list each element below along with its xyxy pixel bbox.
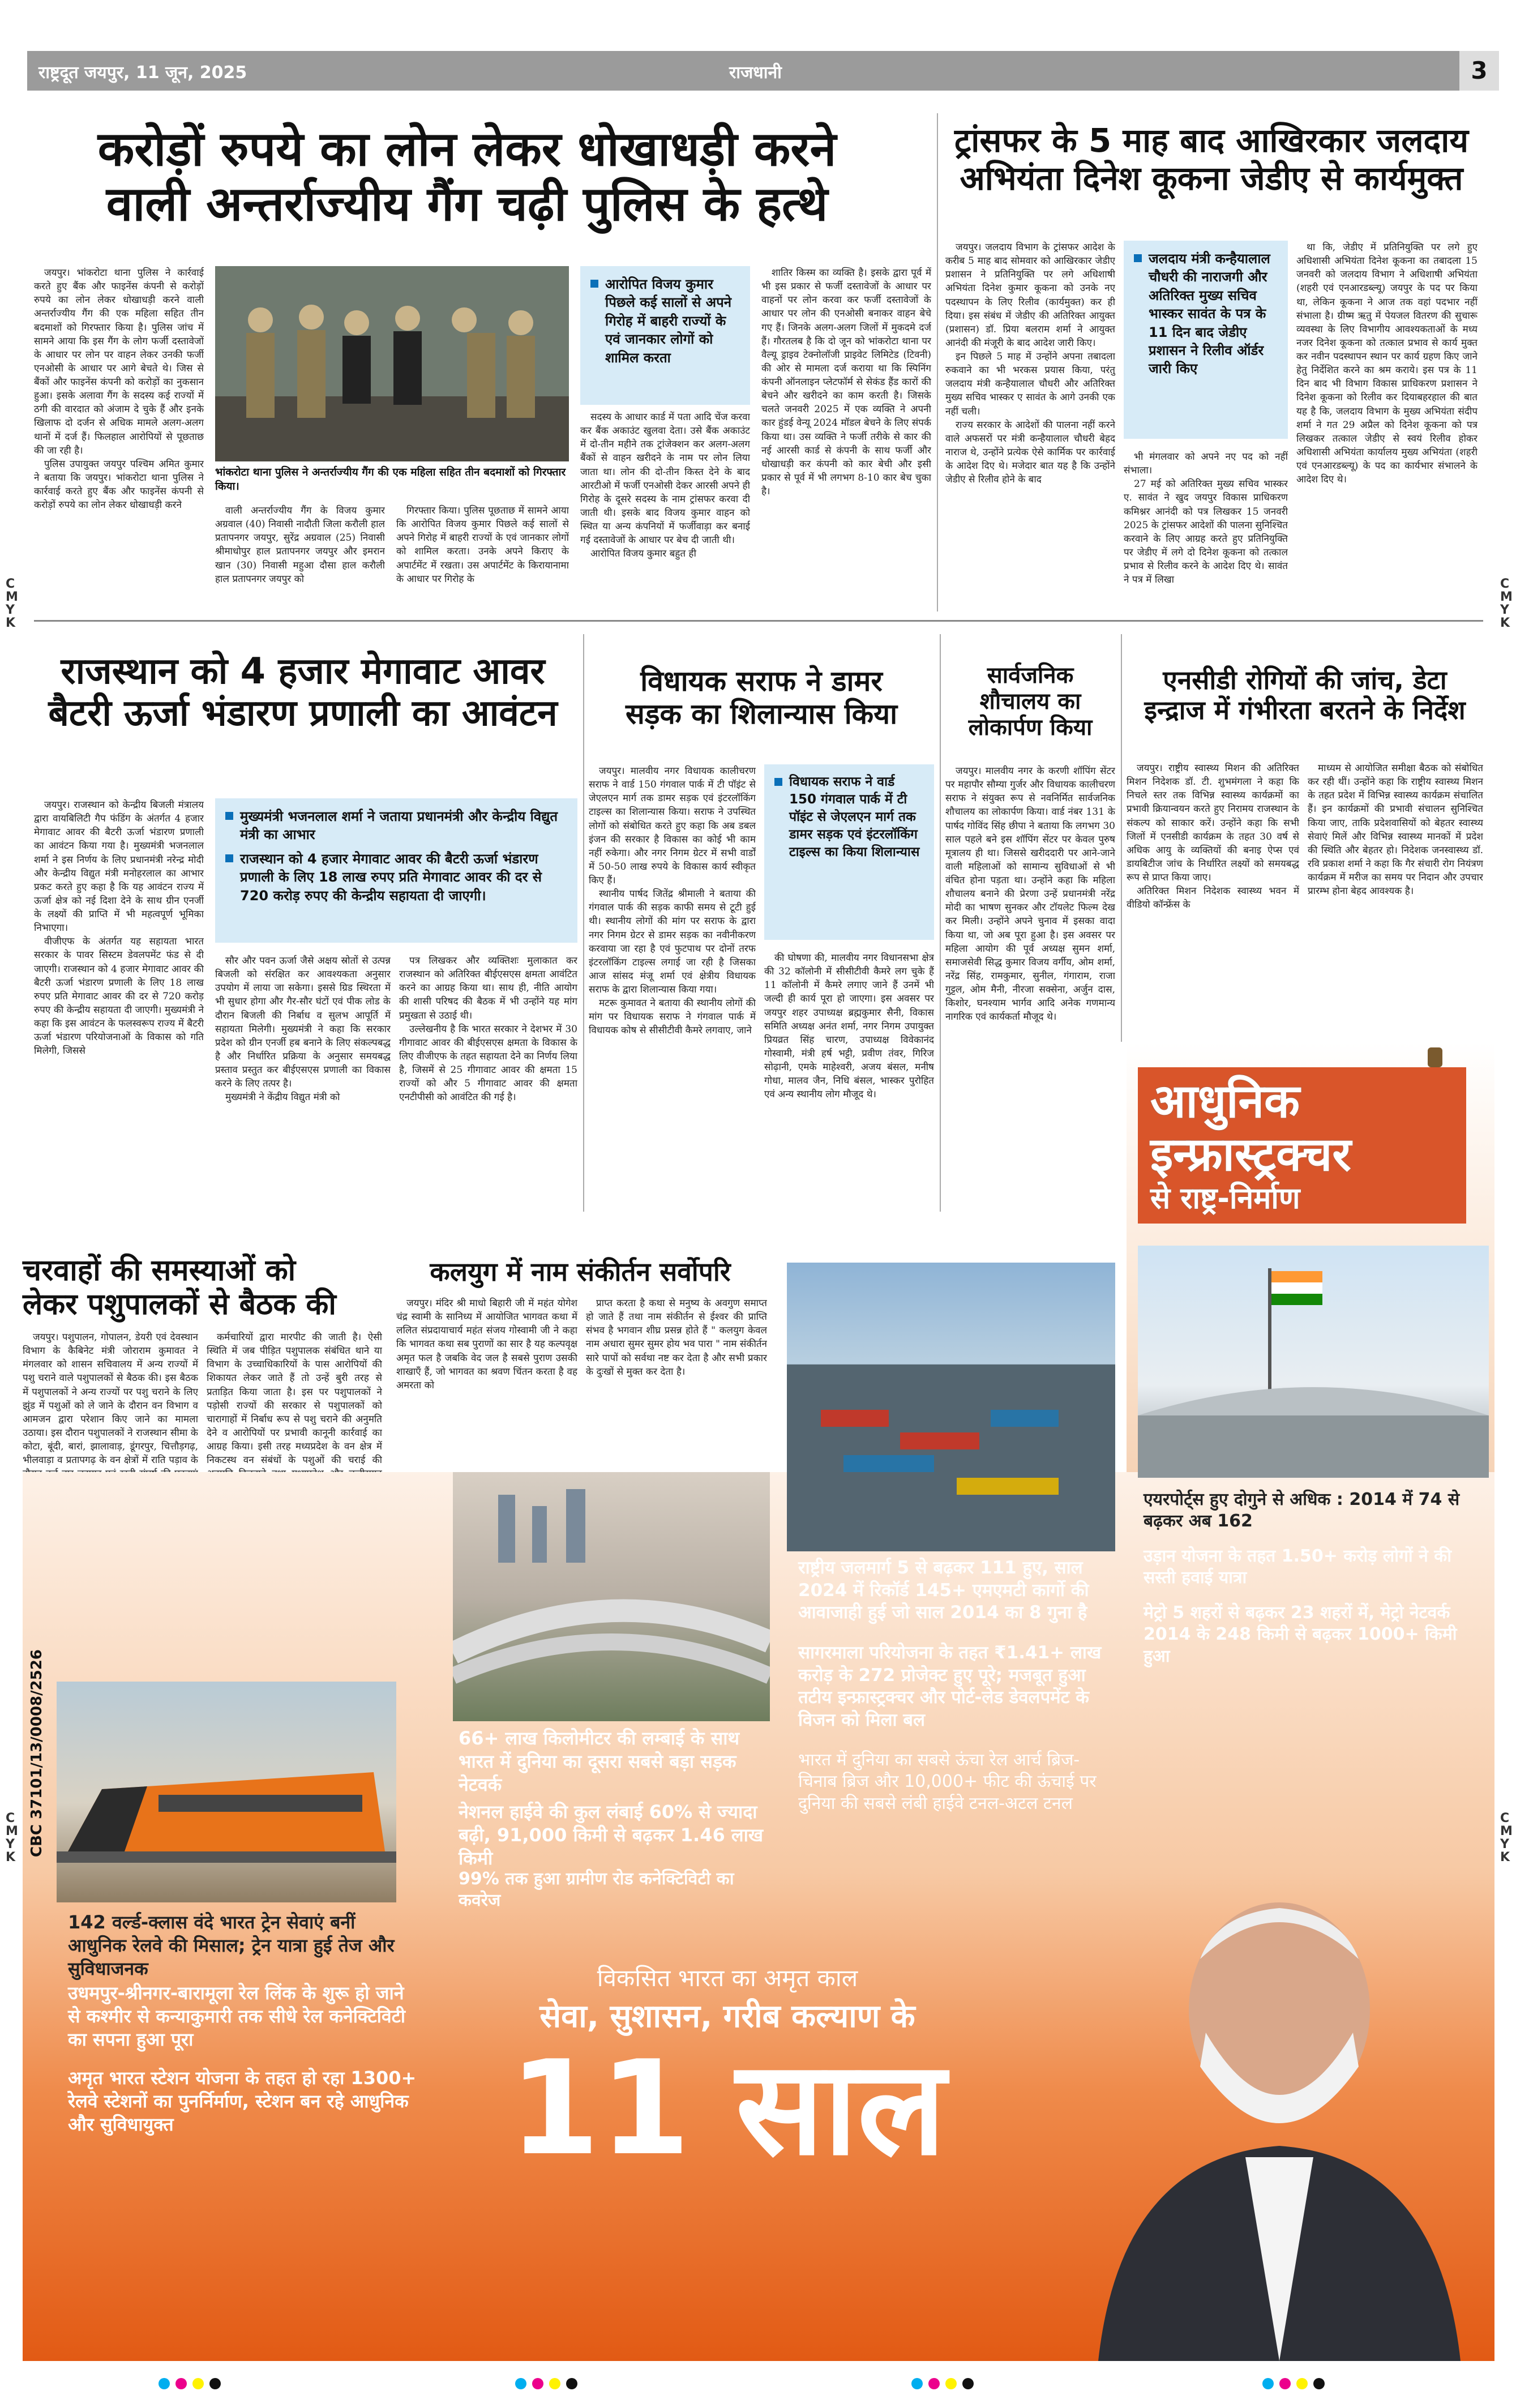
story2-highlight-box: [1124, 241, 1288, 439]
story6-col2: [1308, 762, 1483, 1033]
story5-headline-line3: लोकार्पण किया: [968, 715, 1093, 741]
ad-tagline1: विकसित भारत का अमृत काल: [597, 1964, 858, 1992]
story8-col1-p: जयपुर। मंदिर श्री माधो बिहारी जी में महंत योगेश चंद्र स्वामी के सानिध्य में आयोजित भागवत कथा में ललित संप्रदायाचार्य महंत संजय गोस्वामी जी ने कहा कि भागवत कथा सब पुराणों का सार है यह कल्पवृक्ष अमृत फल है जबकि वेद जल है सबसे पुराण उसकी शाखाएँ हैं, जो भागवत का श्रवण चिंतन करता है वह अमरता को: [396, 1298, 577, 1391]
ad-11-saal: 11 साल: [509, 2033, 946, 2184]
ad-chenab: भारत में दुनिया का सबसे ऊंचा रेल आर्च ब्रिज-चिनाब ब्रिज और 10,000+ फीट की ऊंचाई पर दुनिया की सबसे लंबी हाईवे टनल-अटल टनल: [798, 1750, 1097, 1814]
story1-col1: [34, 266, 204, 611]
story2-headline-line2: अभियंता दिनेश कूकना जेडीए से कार्यमुक्त: [960, 159, 1463, 198]
story8-col2-p: प्राप्त करता है कथा से मनुष्य के अवगुण समाप्त हो जाते हैं तथा नाम संकीर्तन से ईश्वर की प्राप्ति संभव है भगवान शीघ्र प्रसन्न होते हैं " कलयुग केवल नाम अधारा सुमर सुमर होय भव पारा " नाम संकीर्तन सारे पापों को सर्वथा नष्ट कर देता है और सभी प्रकार के दुःखों से मुक्त कर देता है।: [586, 1298, 767, 1378]
column-divider: [583, 634, 584, 1212]
story7-headline: [23, 1254, 391, 1322]
port-image: [787, 1263, 1115, 1551]
story8-col1: [396, 1297, 577, 1455]
story4-col2-p: की घोषणा की, मालवीय नगर विधानसभा क्षेत्र की 32 कॉलोनी में सीसीटीवी कैमरे लग चुके हैं 11 कॉलोनी में कैमरे लगाए जाने हैं उनमें भी जल्दी ही कार्य पूरा हो जाएगा। इस अवसर पर जयपुर शहर उपाध्यक्ष ब्रह्मकुमार सैनी, विकास समिति अध्यक्ष अनंत शर्मा, नगर निगम उपायुक्त प्रियव्रत सिंह चारण, उपाध्यक्ष विवेकानंद गोस्वामी, मंत्री हर्ष भट्टी, प्रवीण तंवर, गिरिज सोढ़ानी, एमके माहेश्वरी, अजय बंसल, मनीष गोधा, मालव जैन, निधि बंसल, भास्कर पुरोहित एवं अन्य स्थानीय लोग मौजूद थे।: [764, 952, 934, 1101]
story8-headline: कलयुग में नाम संकीर्तन सर्वोपरि: [430, 1256, 731, 1287]
story7-col2-p: कर्मचारियों द्वारा मारपीट की जाती है। ऐसी स्थिति में जब पीड़ित पशुपालक संबंधित थाने या विभाग के उच्चाधिकारियों के पास आरोपियों की शिकायत लेकर जाते हैं तो उन्हें बुरी तरह से प्रताड़ित किया जाता है। इस पर पशुपालकों ने पड़ोसी राज्यों की सरकार से पशुपालकों को चारागाहों में निर्बाध रूप से पशु चराने की अनुमति देने व आरोपियों पर प्रभावी कानूनी कार्रवाई का आग्रह किया। इसी तरह मध्यप्रदेश के वन क्षेत्र में निकटस्थ वन संबंधों के पशुओं की चराई की: [207, 1332, 382, 1466]
story2-col1-p2: इन पिछले 5 माह में उन्होंने अपना तबादला रुकवाने का भी भरकस प्रयास किया, परंतु जलदाय मंत्री कन्हैयालाल चौधरी और अतिरिक्त मुख्य सचिव भास्कर ए सावंत के आगे उनकी एक नहीं चली।: [945, 351, 1115, 417]
story6-col1-p1: जयपुर। राष्ट्रीय स्वास्थ्य मिशन की अतिरिक्त मिशन निदेशक डॉ. टी. शुभमंगला ने कहा कि निचले स्तर तक विभिन्न स्वास्थ्य कार्यक्रमों का प्रभावी क्रियान्वयन करते हुए निरामय राजस्थान के संकल्प को साकार करें। उन्होंने कहा कि सभी जिलों में एनसीडी कार्यक्रम के तहत 30 वर्ष से अधिक आयु के व्यक्तियों की बनाइ ऐप्स एवं डायबिटीज जांच के निर्धारित लक्ष्यों को समयबद्ध रूप से प्राप्त किया जाए।: [1127, 763, 1299, 883]
ad-code: CBC 37101/13/0008/2526: [28, 1649, 45, 1857]
story3-col1-p1: जयपुर। राजस्थान को केन्द्रीय बिजली मंत्रालय द्वारा वायबिलिटी गैप फंडिंग के अंतर्गत 4 हजार मेगावाट आवर की बैटरी ऊर्जा भंडारण प्रणाली का आवंटन किया गया है। मुख्यमंत्री भजनलाल शर्मा ने इस निर्णय के लिए प्रधानमंत्री नरेन्द्र मोदी और केन्द्रीय विद्युत मंत्री मनोहरलाल का आभार प्रकट करते हुए कहा है कि यह आवंटन राज्य में ऊर्जा क्षेत्र को नई दिशा देने के साथ ग्रीन एनर्जी के लक्ष्यों की प्राप्ति में भी महत्वपूर्ण भूमिका निभाएगा।: [34, 799, 204, 934]
story3-col3-p1: पत्र लिखकर और व्यक्तिशः मुलाकात कर राजस्थान को अतिरिक्त बीईएसएस क्षमता आवंटित करने का आग्रह किया था। साथ ही, नीति आयोग की शासी परिषद की बैठक में भी उन्होंने यह मांग प्रमुखता से उठाई थी।: [399, 955, 577, 1021]
story3-highlight-box: [215, 798, 577, 943]
story3-col3: [399, 954, 577, 1212]
ad-title-line3: से राष्ट्र-निर्माण: [1150, 1181, 1300, 1216]
story6-headline-line2: इन्द्राज में गंभीरता बरतने के निर्देश: [1144, 694, 1466, 725]
vande-bharat-train-graphic: [57, 1682, 396, 1902]
column-divider: [940, 634, 941, 1212]
story2-col1-p1: जयपुर। जलदाय विभाग के ट्रांसफर आदेश के करीब 5 माह बाद सोमवार को आखिरकार जेडीए प्रशासन ने प्रतिनियुक्ति पर लगे अधिशाषी अभियंता दिनेश कुमार कूकना को उनके नए पदस्थापन के लिए रिलीव (कार्यमुक्त) कर ही दिया। इस संबंध में जेडीए की अतिरिक्त आयुक्त (प्रशासन) डॉ. प्रिया बलराम शर्मा ने आयुक्त आनंदी की मंजूरी के बाद आदेश जारी किए।: [945, 242, 1115, 349]
ad-airports: एयरपोर्ट्स हुए दोगुने से अधिक : 2014 में 74 से बढ़कर अब 162: [1144, 1490, 1460, 1532]
story3-headline: [34, 651, 572, 734]
story1-col1-p1: जयपुर। भांकरोटा थाना पुलिस ने कार्रवाई करते हुए बैंक और फाइनेंस कंपनी से करोड़ों रुपये का लोन लेकर धोखाधड़ी करने वाली अन्तर्राज्यीय गैंग की एक महिला सहित तीन बदमाशों को गिरफ्तार किया है। पुलिस जांच में सामने आया कि इस गैंग के लोग फर्जी दस्तावेजों के आधार पर लोन पर वाहन लेकर उनकी फर्जी एनओसी के आधार पर आगे बेचते थे। जिस से बैंकों और फाइनेंस कंपनी को करोड़ों का नुकसान हुआ। इसके अलावा गैंग के सदस्य कई राज्यों में ठगी की वारदात को अंजाम दे चुके हैं और इनके खिलाफ दो दर्जन से अधिक मामले अलग-अलग थानों में दर्ज हैं। फिलहाल आरोपियों से पूछताछ की जा रही है।: [34, 267, 204, 456]
ad-amrit-bharat: अमृत भारत स्टेशन योजना के तहत हो रहा 1300+ रेलवे स्टेशनों का पुनर्निर्माण, स्टेशन बन रहे आधुनिक और सुविधायुक्त: [68, 2067, 417, 2135]
train-image: [57, 1682, 396, 1902]
story3-highlight-2: राजस्थान को 4 हजार मेगावाट आवर की बैटरी ऊर्जा भंडारण प्रणाली के लिए 18 लाख रुपए प्रति मेगावाट आवर की दर से 720 करोड़ रुपए की केन्द्रीय सहायता दी जाएगी।: [225, 850, 567, 905]
story2-col2-p1: भी मंगलवार को अपने नए पद को नहीं संभाला।: [1124, 451, 1288, 477]
story3-col1: [34, 798, 204, 1212]
story1-highlight-box: [580, 266, 750, 405]
story3-col2-p2: मुख्यमंत्री ने केंद्रीय विद्युत मंत्री को: [225, 1092, 340, 1104]
story2-col3: [1296, 241, 1478, 611]
ad-tagline2: सेवा, सुशासन, गरीब कल्याण के: [539, 1998, 915, 2035]
airport-terminal-graphic: [1138, 1246, 1489, 1478]
story4-highlight-text: विधायक सराफ ने वार्ड 150 गंगवाल पार्क में टी पॉइंट से जेएलएन मार्ग तक डामर सड़क एवं इंटरलॉकिंग टाइल्स का किया शिलान्यास: [774, 773, 924, 861]
story1-col3-p: गिरफ्तार किया। पुलिस पूछताछ में सामने आया कि आरोपित विजय कुमार पिछले कई सालों से अपने गिरोह में बाहरी राज्यों के एवं जानकार लोगों को शामिल करता। उनके अपने किराए के अपार्टमेंट में रखता। उस अपार्टमेंट के किरायानामा के आधार पर गिरोह के: [396, 505, 569, 585]
masthead: [27, 51, 1499, 91]
story4-headline-line2: सड़क का शिलान्यास किया: [625, 697, 898, 730]
story1-col1-p2: पुलिस उपायुक्त जयपुर पश्चिम अमित कुमार ने बताया कि जयपुर। भांकरोटा थाना पुलिस ने कार्रवाई करते हुए बैंक और फाइनेंस कंपनी से करोड़ों रुपये का लोन लेकर धोखाधड़ी करने: [34, 458, 204, 511]
story2-col3-p: था कि, जेडीए में प्रतिनियुक्ति पर लगे हुए अधिशासी अभियंता दिनेश कूकना का तबादला 15 जनवरी को जलदाय विभाग ने अधिशाषी अभियंता (शहरी एवं एनआरडब्ल्यू) जयपुर के पद पर किया था, लेकिन कूकना ने आज तक वहां पदभार नहीं संभाला है। ग्रीष्म ऋतु में पेयजल वितरण की सुचारू व्यवस्था के लिए विभागीय आवश्यकताओं के मध्य नजर दिनेश कूकना को तत्काल प्रभाव से कार्य मुक्त कर नवीन पदस्थापन स्थान पर कार्य ग्रहण किए जाने हेतु निर्देशित करने का श्रम कराये। इस पत्र के 11 दिन बाद भी विभाग विकास प्राधिकरण प्रशासन ने दिनेश कूकना को रिलीव कर दियाबहरहाल की बात यह है कि, जलदाय विभाग के मुख्य अभियंता संदीप शर्मा ने गत 29 अप्रैल को दिनेश कूकना को पत्र लिखकर तत्काल जेडीए से स्वयं रिलीव होकर अधिशासी अभियंता कार्यालय मुख्य अभियंता (शहरी एवं एनआरडब्ल्यू) के पद का कार्यभार संभालने के आदेश दिए थे।: [1296, 242, 1478, 486]
masthead-section: राजधानी: [729, 63, 782, 83]
story5-headline-line2: शौचालय का: [979, 688, 1081, 715]
cmyk-mark-right-2: C M Y K: [1500, 1811, 1513, 1865]
story1-col4: [580, 410, 750, 611]
story1-col4-p2: आरोपित विजय कुमार बहुत ही: [590, 548, 696, 560]
story1-col3: [396, 504, 569, 611]
ad-vande-bharat: 142 वर्ल्ड-क्लास वंदे भारत ट्रेन सेवाएं बनीं आधुनिक रेलवे की मिसाल; ट्रेन यात्रा हुई तेज और सुविधाजनक: [68, 1911, 395, 1979]
cmyk-mark-left-2: C M Y K: [6, 1811, 18, 1865]
story6-headline: [1127, 665, 1483, 725]
story6-col1-p2: अतिरिक्त मिशन निदेशक स्वास्थ्य भवन में वीडियो कॉन्फ्रेंस के: [1127, 886, 1299, 911]
story3-col1-p2: वीजीएफ के अंतर्गत यह सहायता भारत सरकार के पावर सिस्टम डेवलपमेंट फंड से दी जाएगी। राजस्थान को 4 हजार मेगावाट आवर की बैटरी ऊर्जा भंडारण प्रणाली के लिए 18 लाख रुपए प्रति मेगावाट आवर की दर से 720 करोड़ रुपए की केन्द्रीय सहायता दी जाएगी। मुख्यमंत्री ने कहा कि इस आवंटन के फलस्वरूप राज्य में बैटरी ऊर्जा भंडारण परियोजनाओं के विकास को गति मिलेगी, जिससे: [34, 936, 204, 1057]
story4-col1-p3: मटरू कुमावत ने बताया की स्थानीय लोगों की मांग पर विधायक सराफ ने गंगवाल पार्क में विधायक कोष से सीसीटीवी कैमरे लगवाए, जाने: [589, 998, 756, 1037]
story4-highlight-box: [764, 764, 934, 940]
masthead-date: राष्ट्रदूत जयपुर, 11 जून, 2025: [38, 63, 247, 83]
ad-udan: उड़ान योजना के तहत 1.50+ करोड़ लोगों ने की सस्ती हवाई यात्रा: [1144, 1546, 1451, 1588]
page-number: 3: [1459, 51, 1499, 91]
story1-headline-line1: करोड़ों रुपये का लोन लेकर धोखाधड़ी करने: [97, 121, 837, 177]
story1-col4-p1: सदस्य के आधार कार्ड में पता आदि चेंज करवा कर बैंक अकाउंट खुलवा देता। उसे बैंक अकाउंट में दो-तीन महीने तक ट्रांजेक्शन कर अलग-अलग बैंकों से वाहन खरीदने के नाम पर लोन लिया जाता था। लोन की दो-तीन किस्त देने के बाद आरटीओ में फर्जी एनओसी देकर आरसी अपने ही गिरोह के दूसरे सदस्य के नाम ट्रांसफर करवा दी जाती थी। इसके बाद विजय कुमार वाहन को स्थित या अन्य कंपनियों में फर्जीवाड़ा कर बनाई गई दस्तावेजों के आधार पर बेच दी जाती थी।: [580, 412, 750, 546]
story1-col2: [215, 504, 385, 611]
story4-col1: [589, 764, 756, 1212]
section-divider: [34, 620, 1483, 622]
story5-body-p: जयपुर। मालवीय नगर के करणी शॉपिंग सेंटर पर महापौर सौम्या गुर्जर और विधायक कालीचरण सराफ ने संयुक्त रूप से नवनिर्मित सार्वजनिक शौचालय का लोकार्पण किया। वार्ड नंबर 131 के पार्षद गोविंद सिंह छीपा ने बताया कि लगभग 30 साल पहले बने इस शॉपिंग सेंटर पर केवल पुरुष मूत्रालय ही था। जिससे खरीददारी पर आने-जाने वाली महिलाओं को सामान्य सुविधाओं से भी वंचित होना पड़ता था। उन्होंने कहा कि महिला शौचालय बनाने की प्रेरणा उन्हें प्रधानमंत्री नरेंद्र मोदी का भाषण सुनकर और टॉयलेट फिल्म देख कर मिली। उन्होंने अपने चुनाव में इसका वादा किया था, जो अब पूरा हुआ है। इस अवसर पर महिला आयोग की पूर्व अध्यक्ष सुमन शर्मा, समाजसेवी सिद्ध कुमार विजय वर्गीय, ओम शर्मा, नरेंद्र सिंह, रामकुमार, सुनील, गंगाराम, राजा गुट्टल, ओम मैनी, नीरजा सक्सेना, अर्जुन दास, किशोर, घनश्याम भार्गव आदि अनेक गणमान्य नागरिक एवं कार्यकर्ता मौजूद थे।: [945, 765, 1115, 1023]
story3-col2: [215, 954, 391, 1212]
airport-image: [1138, 1246, 1489, 1478]
column-divider: [1121, 634, 1122, 1042]
story1-highlight-text: आरोपित विजय कुमार पिछले कई सालों से अपने गिरोह में बाहरी राज्यों के एवं जानकार लोगों को शामिल करता: [590, 275, 740, 367]
pm-portrait: [1076, 1863, 1483, 2361]
cmyk-mark-left: C M Y K: [6, 577, 18, 631]
ad-waterways: राष्ट्रीय जलमार्ग 5 से बढ़कर 111 हुए, साल 2024 में रिकॉर्ड 145+ एमएमटी कार्गो की आवाजाही हुई जो साल 2014 का 8 गुना है: [798, 1558, 1089, 1623]
story7-headline-line1: चरवाहों की समस्याओं को: [23, 1254, 296, 1288]
story5-headline: [945, 662, 1115, 741]
ad-title-line2: इन्फ्रास्ट्रक्चर: [1150, 1128, 1351, 1182]
story2-headline: [945, 122, 1478, 197]
story1-col2-p: वाली अन्तर्राज्यीय गैंग के विजय कुमार अग्रवाल (40) निवासी नादौती जिला करौली हाल प्रतापनगर जयपुर, सुरेंद्र अग्रवाल (25) निवासी श्रीमाधोपुर हाल प्रतापनगर जयपुर और इमरान खान (30) निवासी महुआ दौसा हाल करौली हाल प्रतापनगर जयपुर को: [215, 505, 385, 585]
ad-rural-roads: 99% तक हुआ ग्रामीण रोड कनेक्टिविटी का कवरेज: [459, 1869, 734, 1911]
story3-headline-line2: बैटरी ऊर्जा भंडारण प्रणाली का आवंटन: [48, 692, 558, 734]
story4-headline-line1: विधायक सराफ ने डामर: [640, 665, 883, 698]
story1-headline: [34, 122, 900, 231]
story6-headline-line1: एनसीडी रोगियों की जांच, डेटा: [1163, 665, 1447, 695]
expressway-graphic: [453, 1472, 770, 1721]
ad-usbrl: उधमपुर-श्रीनगर-बारामूला रेल लिंक के शुरू हो जाने से कश्मीर से कन्याकुमारी तक सीधे रेल कनेक्टिविटी का सपना हुआ पूरा: [68, 1982, 406, 2050]
story7-col1-p: जयपुर। पशुपालन, गोपालन, डेयरी एवं देवस्थान विभाग के कैबिनेट मंत्री जोराराम कुमावत ने मंगलवार को शासन सचिवालय में अन्य राज्यों में पशु चराने वाले पशुपालकों से बैठक की। इस बैठक में पशुपालकों ने अन्य राज्यों पर पशु चराने के लिए झुंड में पशुओं को ले जाने के दौरान वन विभाग व आमजन द्वारा परेशान किए जाने का मामला उठाया। इस दौरान पशुपालकों ने राजस्थान सीमा के कोटा, बूंदी, बारां, झालावाड़, डूंगरपुर, चित्तौड़गढ़, भीलवाड़ा व प्रतापगढ़ के वन क्षेत्रों में राति पड़ाव के: [23, 1332, 198, 1466]
story2-headline-line1: ट्रांसफर के 5 माह बाद आखिरकार जलदाय: [954, 121, 1468, 160]
column-divider: [937, 113, 938, 611]
cmyk-mark-right: C M Y K: [1500, 577, 1513, 631]
story5-headline-line1: सार्वजनिक: [987, 662, 1074, 688]
story2-col2-p2: 27 मई को अतिरिक्त मुख्य सचिव भास्कर ए. सावंत ने खुद जयपुर विकास प्राधिकरण कमिश्नर आनंदी को पत्र लिखकर 15 जनवरी 2025 के ट्रांसफर आदेशों की पालना सुनिश्चित करवाने के लिए आग्रह करते हुए प्रतिनियुक्ति पर जेडीए में लगे दो दिनेश कूकना को तत्काल प्रभाव से रिलीव करने के आदेश दिए थे। सावंत ने पत्र में लिखा: [1124, 478, 1288, 586]
story1-headline-line2: वाली अन्तर्राज्यीय गैंग चढ़ी पुलिस के हत्थे: [106, 176, 828, 232]
story3-col3-p2: उल्लेखनीय है कि भारत सरकार ने देशभर में 30 गीगावाट आवर की बीईएसएस क्षमता के विकास के लिए वीजीएफ के तहत सहायता देने का निर्णय लिया है, जिसमें से 25 गीगावाट आवर की क्षमता 15 राज्यों को और 5 गीगावाट आवर की क्षमता एनटीपीसी को आवंटित की गई है।: [399, 1023, 577, 1104]
story2-col1-p3: राज्य सरकार के आदेशों की पालना नहीं करने वाले अफसरों पर मंत्री कन्हैयालाल चौधरी बेहद नाराज थे, उन्होंने प्रत्येक ऐसे कार्मिक पर कार्रवाई के आदेश दिए थे। मजेदार बात यह है कि उन्होंने जेडीए से रिलीव होने के बाद: [945, 419, 1115, 486]
story3-col2-p1: सौर और पवन ऊर्जा जैसे अक्षय स्रोतों से उत्पन्न बिजली को संरक्षित कर आवश्यकता अनुसार उपयोग में लाया जा सकेगा। इससे ग्रिड स्थिरता में भी सुधार होगा और गैर-सौर घंटों एवं पीक लोड के दौरान बिजली की निर्बाध व सुलभ आपूर्ति में सहायता मिलेगी। मुख्यमंत्री ने कहा कि सरकार प्रदेश को ग्रीन एनर्जी हब बनाने के लिए संकल्पबद्ध है और निर्धारित प्रक्रिया के अनुसार समयबद्ध प्रस्ताव प्रस्तुत कर बीईएसएस प्रणाली का विकास करने के लिए तत्पर है।: [215, 955, 391, 1090]
registration-strip: [0, 2372, 1516, 2395]
highway-image: [453, 1472, 770, 1721]
story4-col1-p1: जयपुर। मालवीय नगर विधायक कालीचरण सराफ ने वार्ड 150 गंगवाल पार्क में टी पॉइंट से जेएलएन मार्ग तक डामर सड़क एवं इंटरलॉकिंग टाइल्स का शिलान्यास किया। सराफ ने उपस्थित लोगों को संबोधित करते हुए कहा कि अब डबल इंजन की सरकार है विकास का कोई भी काम नहीं रुकेगा। और नगर निगम ग्रेटर में सभी वार्डों में 50-50 लाख रुपये के विकास कार्य स्वीकृत किए हैं।: [589, 765, 756, 886]
ad-metro: मेट्रो 5 शहरों से बढ़कर 23 शहरों में, मेट्रो नेटवर्क 2014 के 248 किमी से बढ़कर 1000+ किमी हुआ: [1144, 1603, 1457, 1666]
story4-headline: [589, 665, 934, 730]
story7-headline-line2: लेकर पशुपालकों से बैठक की: [23, 1287, 336, 1321]
ad-title-box: [1138, 1067, 1466, 1224]
cargo-port-graphic: [787, 1263, 1115, 1551]
story6-col2-p: माध्यम से आयोजित समीक्षा बैठक को संबोधित कर रही थीं। उन्होंने कहा कि राष्ट्रीय स्वास्थ्य मिशन के तहत प्रदेश में विभिन्न स्वास्थ्य कार्यक्रम संचालित हैं। इन कार्यक्रमों की प्रभावी संचालन सुनिश्चित किया जाए, ताकि प्रदेशवासियों को बेहतर स्वास्थ्य सेवाएं मिलें और विभिन्न स्वास्थ्य मानकों में प्रदेश की स्थिति और बेहतर हो। निदेशक जनस्वास्थ्य डॉ. रवि प्रकाश शर्मा ने कहा कि गैर संचारी रोग नियंत्रण कार्यक्रम में मरीज का समय पर निदान और उपचार प्रारम्भ होना बेहद आवश्यक है।: [1308, 763, 1483, 897]
story4-col1-p2: स्थानीय पार्षद जितेंद्र श्रीमाली ने बताया की गंगवाल पार्क की सड़क काफी समय से टूटी हुई थी। स्थानीय लोगों की मांग पर सराफ के द्वारा नगर निगम ग्रेटर से डामर सड़क का नवीनीकरण करवाया जा रहा है एवं फुटपाथ पर दोनों तरफ इंटरलॉकिंग टाइल्स लगाई जा रही है जिसका आज सांसद मंजू शर्मा एवं क्षेत्रीय विधायक सराफ के द्वारा शिलान्यास किया गया।: [589, 888, 756, 995]
story3-headline-line1: राजस्थान को 4 हजार मेगावाट आवर: [61, 651, 545, 692]
story1-photo-caption: भांकरोटा थाना पुलिस ने अन्तर्राज्यीय गैंग की एक महिला सहित तीन बदमाशों को गिरफ्तार किया।: [215, 466, 566, 493]
ad-sagarmala: सागरमाला परियोजना के तहत ₹1.41+ लाख करोड़ के 272 प्रोजेक्ट हुए पूरे; मजबूत हुआ तटीय इन्फ्रास्ट्रक्चर और पोर्ट-लेड डेवलपमेंट के विजन को मिला बल: [798, 1643, 1102, 1731]
ad-title-line1: आधुनिक: [1150, 1075, 1300, 1128]
portrait-figure: [1076, 1863, 1483, 2361]
color-registration-dots: [0, 2372, 1516, 2395]
story5-body: [945, 764, 1115, 1212]
story4-col2: [764, 951, 934, 1212]
story1-col5-p: शातिर किस्म का व्यक्ति है। इसके द्वारा पूर्व में भी इस प्रकार से फर्जी दस्तावेजों के आधार पर वाहनों पर लोन करवा कर फर्जी दस्तावेजों के आधार पर लोन की एनओसी बनाकर वाहन बेचे गए हैं। जिनके अलग-अलग जिलों में मुकदमे दर्ज हैं। गौरतलब है कि दो जून को भांकरोटा थाना पर वैल्यू ड्राइव टेक्नोलॉजी प्राइवेट लिमिटेड (टिवनी) की ओर से मामला दर्ज कराया था कि स्पिनिंग कंपनी ऑनलाइन प्लेटफॉर्म से सेकंड हैंड कारों की बेचने और खरीदने का काम करती है। जिसके चलते जनवरी 2025 में एक व्यक्ति ने अपनी कार हुंडई वेन्यू 2024 मॉडल बेचने के लिए संपर्क किया था। उस व्यक्ति ने फर्जी तरीके से कार की नई आरसी कार्ड से कंपनी के साथ फर्जी और धोखाधड़ी कर कंपनी को कार बेची और इसी प्रकार से पूर्व में भी लगभग 8-10 कार बेच चुका है।: [761, 267, 931, 497]
story2-highlight-text: जलदाय मंत्री कन्हैयालाल चौधरी की नाराजगी और अतिरिक्त मुख्य सचिव भास्कर सावंत के पत्र के 11 दिन बाद जेडीए प्रशासन ने रिलीव ऑर्डर जारी किए: [1134, 250, 1278, 378]
story2-col1: [945, 241, 1115, 611]
story1-col5: [761, 266, 931, 611]
story6-col1: [1127, 762, 1299, 1033]
police-group-photo: [215, 266, 569, 461]
story8-col2: [586, 1297, 767, 1455]
story2-col2: [1124, 450, 1288, 611]
ad-national-highways: नेशनल हाईवे की कुल लंबाई 60% से ज्यादा बढ़ी, 91,000 किमी से बढ़कर 1.46 लाख किमी: [459, 1801, 764, 1869]
story3-highlight-1: मुख्यमंत्री भजनलाल शर्मा ने जताया प्रधानमंत्री और केन्द्रीय विद्युत मंत्री का आभार: [225, 807, 567, 844]
ad-roads-network: 66+ लाख किलोमीटर की लम्बाई के साथ भारत में दुनिया का दूसरा सबसे बड़ा सड़क नेटवर्क: [459, 1727, 740, 1795]
story1-photo: [215, 266, 569, 461]
